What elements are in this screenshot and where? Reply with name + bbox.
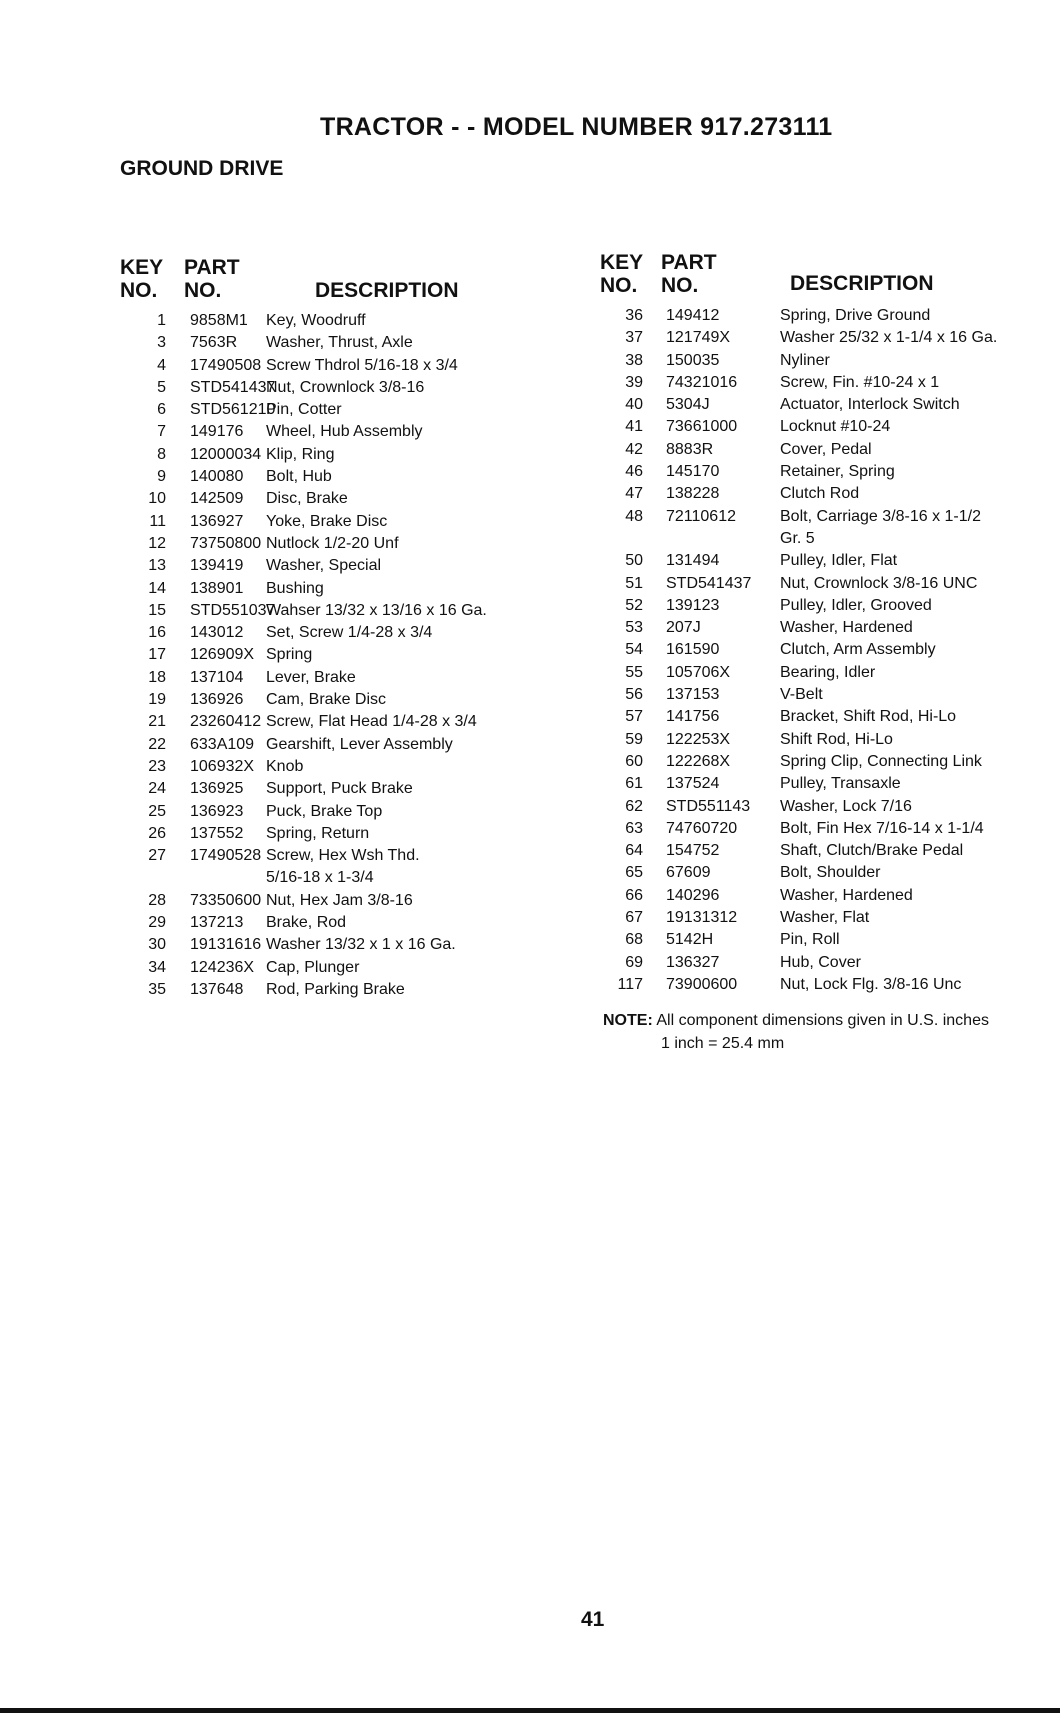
key-number: 10 xyxy=(148,490,166,508)
left-key-header xyxy=(120,256,163,302)
part-number: 74321016 xyxy=(666,373,738,391)
part-number: 12000034 xyxy=(190,445,262,463)
parts-row xyxy=(600,416,997,438)
part-number: 137524 xyxy=(666,775,720,793)
parts-row xyxy=(118,332,487,354)
parts-row xyxy=(118,756,487,778)
right-description-header: DESCRIPTION xyxy=(790,272,934,295)
part-number: 73750800 xyxy=(190,534,262,552)
part-description: Screw, Flat Head 1/4-28 x 3/4 xyxy=(266,713,477,731)
part-number: 138901 xyxy=(190,579,244,597)
part-description: Shaft, Clutch/Brake Pedal xyxy=(780,842,964,860)
part-number: STD551143 xyxy=(666,797,751,815)
part-description: Gearshift, Lever Assembly xyxy=(266,735,453,753)
part-description: Washer, Thrust, Axle xyxy=(266,334,413,352)
key-number: 65 xyxy=(625,864,643,882)
part-number: 161590 xyxy=(666,641,720,659)
parts-row xyxy=(118,444,487,466)
parts-row xyxy=(118,912,487,934)
part-description: Hub, Cover xyxy=(780,953,861,971)
parts-row xyxy=(118,511,487,533)
part-description: Washer, Hardened xyxy=(780,886,913,904)
key-number: 54 xyxy=(625,641,643,659)
key-number: 1 xyxy=(157,312,166,329)
parts-row xyxy=(600,595,997,617)
part-description: Pin, Roll xyxy=(780,931,840,949)
parts-row xyxy=(118,600,487,622)
key-number: 39 xyxy=(625,373,643,391)
parts-row xyxy=(118,845,487,890)
part-number: 74760720 xyxy=(666,819,738,837)
part-description: Pin, Cotter xyxy=(266,401,342,419)
parts-row xyxy=(118,466,487,488)
right-key-header-line2: NO. xyxy=(600,274,638,297)
part-number: 137552 xyxy=(190,824,244,842)
part-description: Washer, Special xyxy=(266,557,382,575)
part-description: Clutch Rod xyxy=(780,485,860,503)
key-number: 19 xyxy=(148,691,166,709)
key-number: 46 xyxy=(625,463,643,481)
key-number: 59 xyxy=(625,730,643,748)
right-part-header xyxy=(661,251,717,297)
parts-row xyxy=(600,684,997,706)
left-parts-table xyxy=(118,310,487,1001)
part-description: Bolt, Shoulder xyxy=(780,864,881,882)
part-number: 19131312 xyxy=(666,909,738,927)
key-number: 61 xyxy=(625,775,643,793)
part-description: Nut, Crownlock 3/8-16 UNC xyxy=(780,574,978,592)
section-heading: GROUND DRIVE xyxy=(120,157,284,180)
part-description: Screw, Hex Wsh Thd. 5/16-18 x 1-3/4 xyxy=(266,847,420,887)
part-description: Support, Puck Brake xyxy=(266,780,413,798)
part-description: Rod, Parking Brake xyxy=(266,980,405,998)
parts-row xyxy=(600,573,997,595)
part-description: Nutlock 1/2-20 Unf xyxy=(266,534,399,552)
parts-row xyxy=(600,974,997,996)
part-number: 139123 xyxy=(666,596,720,614)
key-number: 18 xyxy=(148,668,166,686)
parts-row xyxy=(118,734,487,756)
key-number: 47 xyxy=(625,485,643,503)
key-number: 17 xyxy=(148,646,166,664)
part-number: 139419 xyxy=(190,557,244,575)
part-description: Lever, Brake xyxy=(266,668,356,686)
part-description: Spring, Return xyxy=(266,824,370,842)
part-description: Knob xyxy=(266,757,304,775)
parts-row xyxy=(118,377,487,399)
key-number: 117 xyxy=(617,975,643,993)
part-description: Spring, Drive Ground xyxy=(780,307,931,324)
part-number: 106932X xyxy=(190,757,255,775)
note-label: NOTE: xyxy=(603,1012,653,1029)
key-number: 57 xyxy=(625,708,643,726)
part-description: Brake, Rod xyxy=(266,914,347,932)
parts-row xyxy=(600,952,997,974)
part-number: 633A109 xyxy=(190,735,255,753)
parts-row xyxy=(118,355,487,377)
key-number: 35 xyxy=(148,980,166,998)
key-number: 42 xyxy=(625,440,643,458)
parts-row xyxy=(600,907,997,929)
part-description: Klip, Ring xyxy=(266,445,335,463)
key-number: 14 xyxy=(148,579,166,597)
part-description: Set, Screw 1/4-28 x 3/4 xyxy=(266,624,433,642)
part-number: 137104 xyxy=(190,668,244,686)
part-number: STD551037 xyxy=(190,601,276,619)
key-number: 24 xyxy=(148,780,166,798)
parts-row xyxy=(600,639,997,661)
parts-row xyxy=(118,667,487,689)
page-title: TRACTOR - - MODEL NUMBER 917.273111 xyxy=(320,113,833,141)
right-part-header-line2: NO. xyxy=(661,274,699,297)
part-number: 140080 xyxy=(190,468,244,486)
part-description: Clutch, Arm Assembly xyxy=(780,641,936,659)
key-number: 67 xyxy=(625,909,643,927)
key-number: 27 xyxy=(148,847,166,865)
parts-row xyxy=(118,778,487,800)
part-number: 137648 xyxy=(190,980,244,998)
part-number: 73350600 xyxy=(190,891,262,909)
part-description: Shift Rod, Hi-Lo xyxy=(780,730,893,748)
key-number: 36 xyxy=(625,307,643,324)
part-number: 23260412 xyxy=(190,713,262,731)
part-description: Washer, Flat xyxy=(780,909,870,927)
part-description: Bearing, Idler xyxy=(780,663,876,681)
part-number: 17490508 xyxy=(190,356,262,374)
part-description: Retainer, Spring xyxy=(780,463,895,481)
part-number: 7563R xyxy=(190,334,238,352)
part-description: Nut, Crownlock 3/8-16 xyxy=(266,378,425,396)
key-number: 55 xyxy=(625,663,643,681)
parts-row xyxy=(600,706,997,728)
key-number: 28 xyxy=(148,891,166,909)
parts-row xyxy=(600,840,997,862)
part-description: Disc, Brake xyxy=(266,490,348,508)
parts-row xyxy=(600,372,997,394)
part-number: 131494 xyxy=(666,552,720,570)
part-number: 9858M1 xyxy=(190,312,248,329)
part-number: 5142H xyxy=(666,931,714,949)
key-number: 52 xyxy=(625,596,643,614)
parts-row xyxy=(118,555,487,577)
part-description: Bracket, Shift Rod, Hi-Lo xyxy=(780,708,957,726)
key-number: 40 xyxy=(625,396,643,414)
parts-row xyxy=(118,801,487,823)
part-number: 121749X xyxy=(666,329,731,347)
part-description: Yoke, Brake Disc xyxy=(266,512,388,530)
key-number: 62 xyxy=(625,797,643,815)
parts-row xyxy=(600,796,997,818)
part-number: 19131616 xyxy=(190,936,262,954)
parts-row xyxy=(600,818,997,840)
parts-row xyxy=(600,751,997,773)
part-description: Washer 13/32 x 1 x 16 Ga. xyxy=(266,936,456,954)
part-number: 73900600 xyxy=(666,975,738,993)
key-number: 30 xyxy=(148,936,166,954)
part-number: 124236X xyxy=(190,958,255,976)
key-number: 9 xyxy=(157,468,166,486)
part-number: 17490528 xyxy=(190,847,262,865)
part-description: Nut, Hex Jam 3/8-16 xyxy=(266,891,413,909)
part-description: Washer, Hardened xyxy=(780,619,913,637)
part-number: 142509 xyxy=(190,490,244,508)
bottom-edge-rule xyxy=(0,1708,1060,1713)
part-number: 140296 xyxy=(666,886,720,904)
part-description: Actuator, Interlock Switch xyxy=(780,396,960,414)
part-number: 136926 xyxy=(190,691,244,709)
right-key-header xyxy=(600,251,643,297)
part-description: Screw, Fin. #10-24 x 1 xyxy=(780,373,940,391)
parts-row xyxy=(118,488,487,510)
parts-row xyxy=(600,461,997,483)
left-part-header-line2: NO. xyxy=(184,279,222,302)
part-number: 136925 xyxy=(190,780,244,798)
parts-row xyxy=(600,483,997,505)
key-number: 51 xyxy=(625,574,643,592)
part-description: Bolt, Carriage 3/8-16 x 1-1/2 Gr. 5 xyxy=(780,507,981,547)
key-number: 63 xyxy=(625,819,643,837)
key-number: 6 xyxy=(157,401,166,419)
parts-row xyxy=(600,662,997,684)
part-description: Cover, Pedal xyxy=(780,440,872,458)
part-number: 145170 xyxy=(666,463,720,481)
key-number: 15 xyxy=(148,601,166,619)
parts-row xyxy=(600,327,997,349)
key-number: 60 xyxy=(625,752,643,770)
part-description: Cam, Brake Disc xyxy=(266,691,387,709)
key-number: 38 xyxy=(625,351,643,369)
key-number: 56 xyxy=(625,686,643,704)
part-number: 149176 xyxy=(190,423,244,441)
part-description: Cap, Plunger xyxy=(266,958,360,976)
part-description: Wheel, Hub Assembly xyxy=(266,423,423,441)
parts-row xyxy=(600,550,997,572)
key-number: 7 xyxy=(157,423,166,441)
key-number: 11 xyxy=(149,512,166,530)
part-number: 5304J xyxy=(666,396,710,414)
part-number: STD561210 xyxy=(190,401,276,419)
parts-row xyxy=(118,622,487,644)
parts-row xyxy=(118,644,487,666)
unit-conversion: 1 inch = 25.4 mm xyxy=(661,1035,785,1052)
part-number: 143012 xyxy=(190,624,244,642)
part-number: 138228 xyxy=(666,485,720,503)
parts-row xyxy=(118,689,487,711)
parts-row xyxy=(600,929,997,951)
part-number: 122253X xyxy=(666,730,731,748)
part-number: 136923 xyxy=(190,802,244,820)
part-description: Nut, Lock Flg. 3/8-16 Unc xyxy=(780,975,962,993)
parts-row xyxy=(600,862,997,884)
part-description: Spring xyxy=(266,646,313,664)
key-number: 53 xyxy=(625,619,643,637)
note-text: All component dimensions given in U.S. inches xyxy=(652,1012,989,1029)
page-number: 41 xyxy=(581,1608,605,1631)
part-number: 141756 xyxy=(666,708,720,726)
left-part-header xyxy=(184,256,240,302)
part-description: Bushing xyxy=(266,579,324,597)
left-key-header-line1: KEY xyxy=(120,256,164,279)
part-description: Spring Clip, Connecting Link xyxy=(780,752,982,770)
key-number: 5 xyxy=(157,378,166,396)
part-number: 137153 xyxy=(666,686,720,704)
part-number: 136927 xyxy=(190,512,244,530)
part-number: 207J xyxy=(666,619,701,637)
part-description: Bolt, Fin Hex 7/16-14 x 1-1/4 xyxy=(780,819,984,837)
key-number: 68 xyxy=(625,931,643,949)
key-number: 21 xyxy=(148,713,166,731)
key-number: 4 xyxy=(157,356,166,374)
left-key-header-line2: NO. xyxy=(120,279,158,302)
parts-row xyxy=(118,890,487,912)
part-number: 73661000 xyxy=(666,418,738,436)
part-description: Washer, Lock 7/16 xyxy=(780,797,912,815)
parts-row xyxy=(600,773,997,795)
part-description: Wahser 13/32 x 13/16 x 16 Ga. xyxy=(266,601,487,619)
part-description: Nyliner xyxy=(780,351,830,369)
parts-row xyxy=(600,305,997,327)
parts-row xyxy=(600,439,997,461)
part-description: Screw Thdrol 5/16-18 x 3/4 xyxy=(266,356,458,374)
key-number: 12 xyxy=(148,534,166,552)
part-number: 8883R xyxy=(666,440,714,458)
parts-row xyxy=(118,934,487,956)
part-number: 126909X xyxy=(190,646,255,664)
key-number: 50 xyxy=(625,552,643,570)
part-description: Washer 25/32 x 1-1/4 x 16 Ga. xyxy=(780,329,998,347)
part-number: 136327 xyxy=(666,953,720,971)
right-parts-table xyxy=(600,305,997,996)
dimension-note xyxy=(603,1010,989,1032)
key-number: 13 xyxy=(148,557,166,575)
part-number: 105706X xyxy=(666,663,731,681)
parts-row xyxy=(600,885,997,907)
key-number: 22 xyxy=(148,735,166,753)
key-number: 66 xyxy=(625,886,643,904)
part-number: 154752 xyxy=(666,842,720,860)
right-key-header-line1: KEY xyxy=(600,251,644,274)
parts-row xyxy=(118,310,487,332)
key-number: 23 xyxy=(148,757,166,775)
parts-row xyxy=(600,506,997,551)
part-number: 72110612 xyxy=(666,507,736,525)
part-number: 137213 xyxy=(190,914,244,932)
part-description: V-Belt xyxy=(780,686,823,704)
parts-row xyxy=(600,394,997,416)
key-number: 48 xyxy=(625,507,643,525)
part-description: Locknut #10-24 xyxy=(780,418,891,436)
part-number: 67609 xyxy=(666,864,711,882)
key-number: 16 xyxy=(148,624,166,642)
part-description: Bolt, Hub xyxy=(266,468,332,486)
key-number: 41 xyxy=(625,418,643,436)
part-description: Pulley, Idler, Flat xyxy=(780,552,898,570)
part-number: 149412 xyxy=(666,307,720,324)
key-number: 8 xyxy=(157,445,166,463)
key-number: 69 xyxy=(625,953,643,971)
key-number: 37 xyxy=(625,329,643,347)
right-part-header-line1: PART xyxy=(661,251,717,274)
part-number: STD541437 xyxy=(666,574,752,592)
key-number: 3 xyxy=(157,334,166,352)
key-number: 34 xyxy=(148,958,166,976)
key-number: 64 xyxy=(625,842,643,860)
part-number: STD541437 xyxy=(190,378,276,396)
parts-row xyxy=(600,617,997,639)
parts-row xyxy=(118,421,487,443)
parts-row xyxy=(118,578,487,600)
left-description-header: DESCRIPTION xyxy=(315,279,459,302)
parts-row xyxy=(118,399,487,421)
key-number: 25 xyxy=(148,802,166,820)
key-number: 26 xyxy=(148,824,166,842)
part-description: Key, Woodruff xyxy=(266,312,366,329)
parts-row xyxy=(600,729,997,751)
parts-row xyxy=(118,533,487,555)
parts-row xyxy=(118,711,487,733)
part-description: Pulley, Idler, Grooved xyxy=(780,596,932,614)
part-description: Pulley, Transaxle xyxy=(780,775,901,793)
parts-row xyxy=(118,823,487,845)
part-description: Puck, Brake Top xyxy=(266,802,383,820)
key-number: 29 xyxy=(148,914,166,932)
part-number: 150035 xyxy=(666,351,720,369)
left-part-header-line1: PART xyxy=(184,256,240,279)
parts-row xyxy=(118,957,487,979)
parts-row xyxy=(600,350,997,372)
part-number: 122268X xyxy=(666,752,731,770)
parts-row xyxy=(118,979,487,1001)
